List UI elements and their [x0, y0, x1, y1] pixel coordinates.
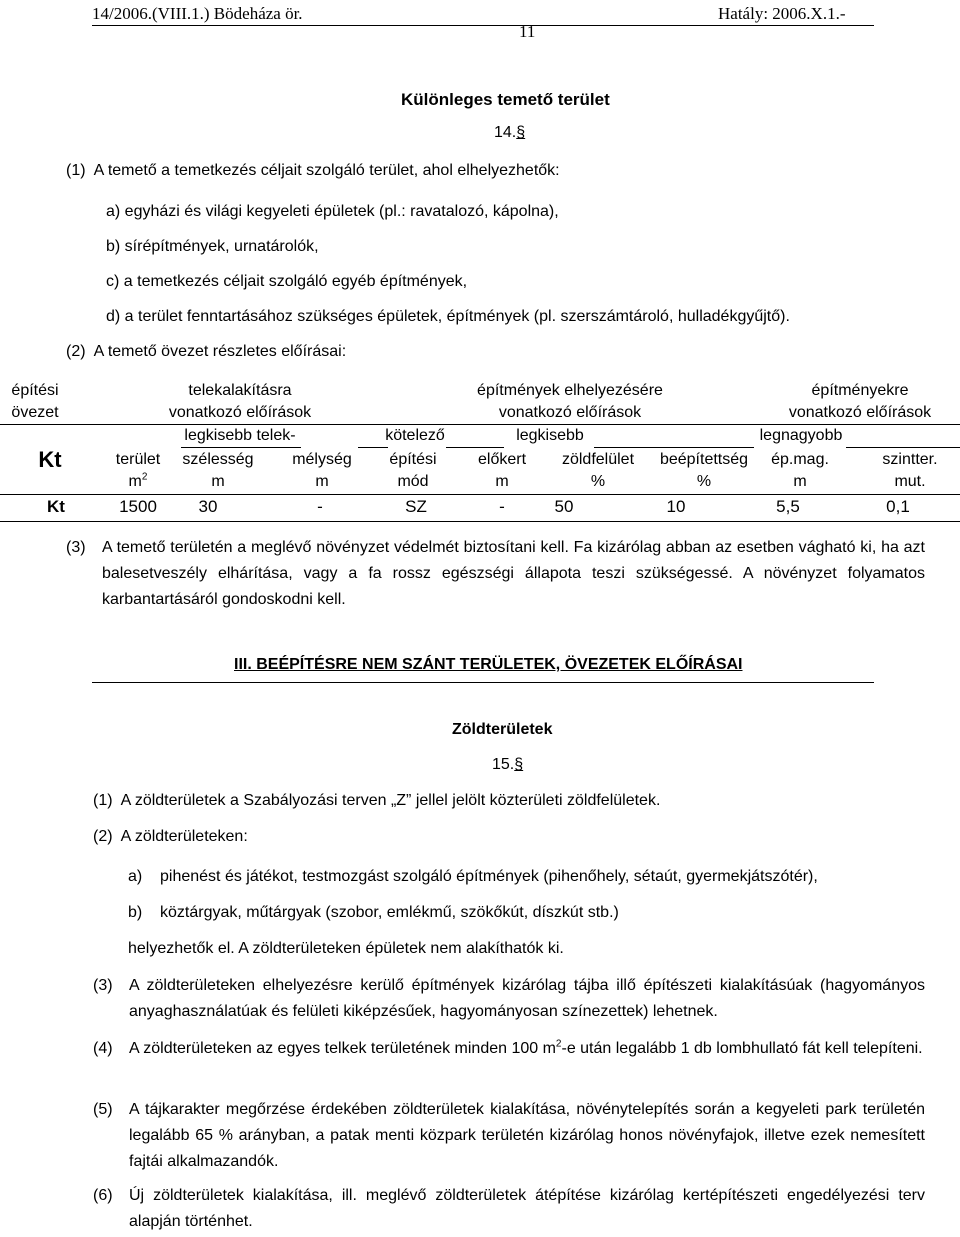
- paragraph-4: [93, 1036, 925, 1090]
- table-rule: [0, 494, 960, 495]
- paragraph-4-text-b: -e után legalább 1 db lombhullató fát kell telepíteni.: [561, 1040, 923, 1057]
- table-rule: [358, 447, 388, 448]
- paragraph-4-num: (4): [93, 1040, 113, 1057]
- table-rule: [181, 447, 301, 448]
- th-elokert: előkert: [477, 451, 527, 468]
- th-zoldfelulet-unit: %: [590, 473, 606, 490]
- paragraph-4-text-a: A zöldterületeken az egyes telkek területének minden 100 m: [129, 1040, 556, 1057]
- th-epitesi-unit: mód: [397, 473, 429, 490]
- paragraph-4-text: [129, 1036, 925, 1062]
- th-elokert-unit: m: [495, 473, 509, 490]
- table-cell: 50: [554, 497, 574, 516]
- th-szintter: szintter.: [882, 451, 938, 468]
- list-item: b) sírépítmények, urnatárolók,: [106, 238, 319, 255]
- paragraph-5-text: A tájkarakter megőrzése érdekében zöldterületek kialakítása, növénytelepítés során a kegyeleti park területén legalább 65 % arányban, a patak menti közpark területén kizárólag honos növényfajok, illetve ezek nemesített fajtái alkalmazandók.: [129, 1101, 925, 1170]
- paragraph-3-text: A temető területén a meglévő növényzet védelmét biztosítani kell. Fa kizárólag abban az esetben vágható ki, ha azt balesetveszély elhárítása, vagy a fa rossz egészségi állapota teszi szükségessé. A növényzet folyamatos karbantartásáról gondoskodni kell.: [102, 539, 925, 608]
- th-group-2: építmények elhelyezésére: [477, 382, 663, 399]
- th-zone-2: övezet: [11, 404, 59, 421]
- th-zoldfelulet: zöldfelület: [561, 451, 635, 468]
- paragraph-2-text: A temető övezet részletes előírásai:: [93, 343, 347, 360]
- page-number: 11: [519, 22, 536, 41]
- paragraph-5-num: (5): [93, 1101, 113, 1118]
- th-szelesseg-unit: m: [211, 473, 225, 490]
- chapter-title: III. BEÉPÍTÉSRE NEM SZÁNT TERÜLETEK, ÖVEZETEK ELŐÍRÁSAI: [234, 656, 743, 673]
- paragraph-1-text: A zöldterületek a Szabályozási terven „Z” jellel jelölt közterületi zöldfelületek.: [120, 792, 661, 809]
- paragraph-1: [66, 162, 560, 180]
- table-rule: [594, 447, 754, 448]
- th-melyseg-unit: m: [315, 473, 329, 490]
- th-sub-legkisebb-telek: legkisebb telek-: [184, 427, 296, 444]
- th-epitesi: építési: [389, 451, 437, 468]
- chapter-rule: [92, 682, 874, 683]
- paragraph-6: [93, 1183, 925, 1237]
- table-cell: -: [499, 497, 505, 516]
- paragraph-1-num: (1): [66, 162, 86, 179]
- table-cell: -: [317, 497, 323, 516]
- table-cell: 5,5: [776, 497, 800, 516]
- th-szintter-unit: mut.: [894, 473, 926, 490]
- header-right: Hatály: 2006.X.1.-: [718, 4, 846, 23]
- th-terulet: terület: [115, 451, 161, 468]
- paragraph-number: [492, 756, 523, 774]
- paragraph-3-num: (3): [93, 977, 113, 994]
- paragraph-1: [93, 792, 660, 810]
- th-epmag: ép.mag.: [771, 451, 829, 468]
- paragraph-6-num: (6): [93, 1187, 113, 1204]
- th-terulet-unit-text: m: [128, 473, 142, 490]
- th-group-2b: vonatkozó előírások: [498, 404, 642, 421]
- table-cell: 0,1: [886, 497, 910, 516]
- paragraph-6-text: Új zöldterületek kialakítása, ill. meglévő zöldterületek átépítése kizárólag kertépítészeti engedélyezési terv alapján történhet.: [129, 1187, 925, 1230]
- th-sub-kotelezo: kötelező: [385, 427, 445, 444]
- paragraph-2-tail: helyezhetők el. A zöldterületeken épületek nem alakíthatók ki.: [128, 940, 564, 957]
- section-title: Különleges temető terület: [401, 90, 610, 109]
- table-cell: 30: [198, 497, 218, 516]
- th-zone-1: építési: [11, 382, 59, 399]
- paragraph-1-text: A temető a temetkezés céljait szolgáló terület, ahol elhelyezhetők:: [93, 162, 560, 179]
- list-item: pihenést és játékot, testmozgást szolgáló építmények (pihenőhely, sétaút, gyermekjátszótér),: [160, 868, 818, 885]
- list-item: c) a temetkezés céljait szolgáló egyéb építmények,: [106, 273, 468, 290]
- paragraph-2-num: (2): [66, 343, 86, 360]
- section-sign: §: [516, 124, 526, 141]
- table-cell: 10: [666, 497, 686, 516]
- th-beepitettseg: beépítettség: [659, 451, 749, 468]
- th-group-3: építményekre: [811, 382, 909, 399]
- th-group-3b: vonatkozó előírások: [788, 404, 932, 421]
- list-item: köztárgyak, műtárgyak (szobor, emlékmű, szökőkút, díszkút stb.): [160, 904, 619, 921]
- list-item: d) a terület fenntartásához szükséges épületek, építmények (pl. szerszámtároló, hulladékgyűjtő).: [106, 308, 790, 325]
- paragraph-2-text: A zöldterületeken:: [120, 828, 248, 845]
- th-epmag-unit: m: [793, 473, 807, 490]
- paragraph-number-value: 14.: [494, 124, 517, 141]
- paragraph-2: [93, 828, 248, 846]
- list-item-label: b): [128, 904, 143, 921]
- paragraph-3: [66, 535, 925, 615]
- header-left: 14/2006.(VIII.1.) Bödeháza ör.: [92, 4, 303, 23]
- paragraph-3-text: A zöldterületeken elhelyezésre kerülő építmények kizárólag tájba illő építészeti kialakításúak (hagyományos anyaghasználatúak és felületi kiképzésűek, hagyományosan színezettek) lehetnek.: [129, 977, 925, 1020]
- th-group-1: telekalakításra: [188, 382, 292, 399]
- section-title-zoldteruletek: Zöldterületek: [452, 721, 553, 738]
- paragraph-2-num: (2): [93, 828, 113, 845]
- th-szelesseg: szélesség: [182, 451, 254, 468]
- th-sub-legkisebb: legkisebb: [516, 427, 584, 444]
- th-terulet-unit-sup: 2: [141, 471, 148, 483]
- table-rule: [846, 447, 960, 448]
- table-cell: 1500: [119, 497, 157, 516]
- section-sign: §: [514, 756, 524, 773]
- th-sub-legnagyobb: legnagyobb: [759, 427, 843, 444]
- th-beepitettseg-unit: %: [696, 473, 712, 490]
- header-rule: [92, 25, 874, 26]
- paragraph-2: [66, 343, 346, 361]
- paragraph-4-sup: 2: [555, 1038, 562, 1050]
- th-terulet-unit: [108, 473, 168, 491]
- paragraph-3-num: (3): [66, 539, 86, 556]
- paragraph-1-num: (1): [93, 792, 113, 809]
- list-item-label: a): [128, 868, 143, 885]
- paragraph-number: [494, 124, 525, 142]
- paragraph-number-value: 15.: [492, 756, 515, 773]
- th-group-1b: vonatkozó előírások: [168, 404, 312, 421]
- table-rule: [0, 521, 960, 522]
- table-cell: Kt: [47, 497, 65, 516]
- table-rule: [446, 447, 504, 448]
- paragraph-5: [93, 1097, 925, 1177]
- table-cell: SZ: [405, 497, 427, 516]
- table-rule: [0, 424, 960, 425]
- paragraph-3: [93, 973, 925, 1027]
- th-zone-code: Kt: [38, 447, 62, 472]
- list-item: a) egyházi és világi kegyeleti épületek (pl.: ravatalozó, kápolna),: [106, 203, 559, 220]
- th-melyseg: mélység: [292, 451, 352, 468]
